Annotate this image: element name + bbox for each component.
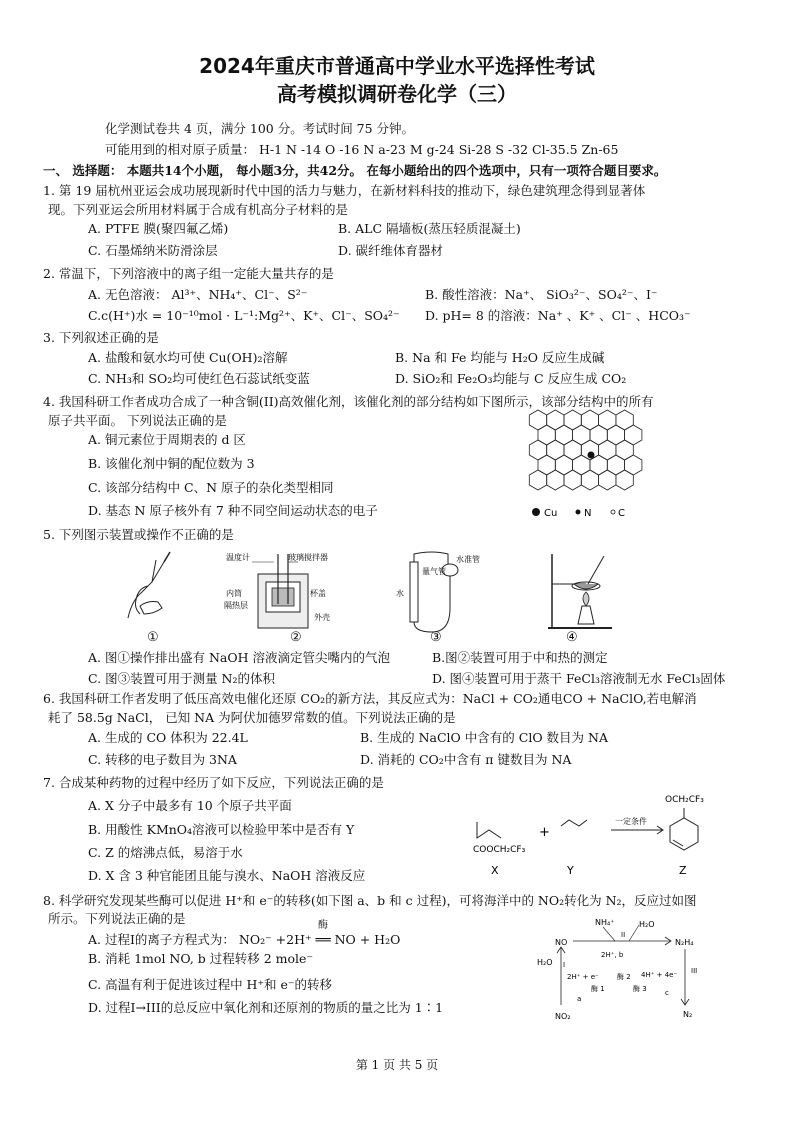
label-lid: 杯盖 [310, 589, 326, 598]
q3-option-a: A. 盐酸和氨水均可使 Cu(OH)₂溶解 [88, 350, 288, 365]
q5-option-a: A. 图①操作排出盛有 NaOH 溶液滴定管尖嘴内的气泡 [88, 650, 390, 665]
section-heading: 一、 选择题： 本题共14个小题， 每小题3分，共42分。 在每小题给出的四个选项中，只有一项符合题目要求。 [43, 163, 667, 178]
q2-stem: 2. 常温下，下列溶液中的离子组一定能大量共存的是 [43, 266, 334, 281]
q8-stem-1: 8. 科学研究发现某些酶可以促进 H⁺和 e⁻的转移(如下图 a、b 和 c 过程)，可将海洋中的 NO₂转化为 N₂，反应过如图 [43, 893, 697, 908]
label-water: 水 [396, 589, 404, 598]
exam-title: 2024年重庆市普通高中学业水平选择性考试 [199, 54, 595, 78]
q2-option-d: D. pH= 8 的溶液：Na⁺ 、K⁺ 、Cl⁻ 、HCO₃⁻ [425, 308, 691, 323]
label-thermometer: 温度计 [226, 553, 250, 562]
hex-ring [616, 410, 633, 430]
q1-option-c: C. 石墨烯纳米防滑涂层 [88, 243, 218, 258]
hex-ring [547, 410, 564, 430]
q2-option-c: C.c(H⁺)水 = 10⁻¹⁰mol · L⁻¹:Mg²⁺、K⁺、Cl⁻、SO₄²⁻ [88, 308, 400, 323]
nh4-label: NH₄⁺ [595, 918, 615, 927]
q3-stem: 3. 下列叙述正确的是 [43, 330, 159, 345]
hex-ring [547, 440, 564, 460]
legend-cu-label: Cu [544, 508, 558, 519]
enzyme-1: 酶 1 [591, 985, 605, 993]
q3-option-c: C. NH₃和 SO₂均可使红色石蕊试纸变蓝 [88, 371, 310, 386]
q7-option-a: A. X 分子中最多有 10 个原子共平面 [88, 798, 292, 813]
hex-ring [625, 425, 642, 445]
label-z: Z [679, 864, 687, 877]
fig-number-4: ④ [566, 630, 578, 645]
roman-3: III [691, 967, 698, 975]
label-stirrer: 玻璃搅拌器 [288, 553, 328, 562]
legend-c-label: C [618, 508, 625, 519]
q7-stem: 7. 合成某种药物的过程中经历了如下反应，下列说法正确的是 [43, 775, 384, 790]
q6-option-b: B. 生成的 NaClO 中含有的 ClO 数目为 NA [360, 730, 608, 745]
hex-ring [599, 440, 616, 460]
legend-n-dot [576, 510, 581, 515]
q6-stem-2: 耗了 58.5g NaCl， 已知 NA 为阿伏加德罗常数的值。下列说法正确的是 [48, 710, 456, 725]
hex-ring [555, 455, 572, 475]
hex-ring [616, 470, 633, 490]
n2h4-label: N₂H₄ [675, 938, 694, 947]
q6-stem-1: 6. 我国科研工作者发明了低压高效电催化还原 CO₂的新方法，其反应式为：NaCl + CO₂通电CO + NaClO,若电解消 [43, 691, 697, 706]
fig-number-3: ③ [430, 630, 442, 645]
catalyst-structure-figure [528, 410, 668, 520]
q3-option-b: B. Na 和 Fe 均能与 H₂O 反应生成碱 [395, 350, 605, 365]
plus-sign: + [539, 825, 550, 840]
label-inner-tube: 内筒 [226, 589, 242, 598]
a-term: 2H⁺ + e⁻ [567, 973, 599, 981]
q6-option-d: D. 消耗的 CO₂中含有 π 键数目为 NA [360, 752, 572, 767]
hex-ring [581, 410, 598, 430]
b-term: 2H⁺, b [601, 951, 624, 959]
q8-option-a: A. 过程I的离子方程式为： NO₂⁻ +2H⁺ ══ NO + H₂O [88, 932, 401, 947]
q5-stem: 5. 下列图示装置或操作不正确的是 [43, 527, 234, 542]
q5-option-b: B.图②装置可用于中和热的测定 [432, 650, 608, 665]
fig-number-1: ① [147, 630, 159, 645]
hex-ring [529, 470, 546, 490]
hex-ring [625, 455, 642, 475]
a-label: a [577, 995, 582, 1003]
q7-option-c: C. Z 的熔沸点低，易溶于水 [88, 845, 243, 860]
q1-option-b: B. ALC 隔墙板(蒸压轻质混凝土) [338, 221, 521, 236]
figure-4-evaporation [546, 548, 616, 634]
hex-ring [573, 455, 590, 475]
c-label: c [665, 989, 669, 997]
q5-option-c: C. 图③装置可用于测量 N₂的体积 [88, 671, 275, 686]
q1-stem-1: 1. 第 19 届杭州亚运会成功展现新时代中国的活力与魅力，在新材料科技的推动下，绿色建筑理念得到显著体 [43, 183, 646, 198]
q7-option-b: B. 用酸性 KMnO₄溶液可以检验甲苯中是否有 Y [88, 822, 355, 837]
q8-stem-2: 所示。下列说法正确的是 [48, 911, 186, 926]
intro-line-1: 化学测试卷共 4 页，满分 100 分。考试时间 75 分钟。 [105, 121, 415, 136]
hex-ring [607, 455, 624, 475]
q4-option-d: D. 基态 N 原子核外有 7 种不同空间运动状态的电子 [88, 503, 378, 518]
q1-option-d: D. 碳纤维体育器材 [338, 243, 444, 258]
label-y: Y [567, 864, 574, 877]
label-level-tube: 水准管 [456, 555, 480, 564]
q4-stem-2: 原子共平面。 下列说法正确的是 [48, 413, 227, 428]
hex-ring [538, 425, 555, 445]
page-footer: 第 1 页 共 5 页 [355, 1058, 439, 1072]
intro-line-2: 可能用到的相对原子质量： H-1 N -14 O -16 N a-23 M g-24 Si-28 S -32 Cl-35.5 Zn-65 [105, 142, 619, 157]
label-insulation: 隔热层 [224, 601, 248, 610]
figure-2-calorimeter [222, 548, 342, 636]
c-term: 4H⁺ + 4e⁻ [641, 971, 678, 979]
label-outer-shell: 外壳 [314, 613, 330, 622]
enzyme-label: 酶 [318, 920, 328, 931]
cu-atom [588, 452, 595, 459]
q8-option-b: B. 消耗 1mol NO, b 过程转移 2 mole⁻ [88, 951, 314, 966]
hex-ring [529, 410, 546, 430]
legend-cu-dot [532, 508, 540, 516]
hex-ring [529, 440, 546, 460]
fig-number-2: ② [290, 630, 302, 645]
roman-1: I [563, 961, 566, 969]
q5-option-d: D. 图④装置可用于蒸干 FeCl₃溶液制无水 FeCl₃固体 [432, 671, 726, 686]
hex-ring [564, 440, 581, 460]
roman-2: II [621, 931, 626, 939]
q1-option-a: A. PTFE 膜(聚四氟乙烯) [88, 221, 229, 236]
q4-option-b: B. 该催化剂中铜的配位数为 3 [88, 456, 255, 471]
hex-ring [581, 470, 598, 490]
legend-c-dot [611, 510, 615, 514]
hex-ring [607, 425, 624, 445]
hex-ring [599, 410, 616, 430]
q2-option-a: A. 无色溶液： Al³⁺、NH₄⁺、Cl⁻、S²⁻ [88, 287, 308, 302]
q4-option-c: C. 该部分结构中 C、N 原子的杂化类型相同 [88, 480, 334, 495]
q4-option-a: A. 铜元素位于周期表的 d 区 [88, 432, 246, 447]
figure-1-burette-bubble [118, 548, 178, 628]
hex-lattice [529, 410, 642, 490]
q6-option-c: C. 转移的电子数目为 3NA [88, 752, 237, 767]
hex-ring [547, 470, 564, 490]
h2o-top-label: H₂O [639, 920, 655, 929]
hex-ring [616, 440, 633, 460]
hex-ring [564, 410, 581, 430]
q3-option-d: D. SiO₂和 Fe₂O₃均能与 C 反应生成 CO₂ [395, 371, 627, 386]
hex-ring [573, 425, 590, 445]
no-label: NO [555, 938, 568, 947]
hex-ring [599, 470, 616, 490]
q4-stem-1: 4. 我国科研工作者成功合成了一种含铜(II)高效催化剂，该催化剂的部分结构如下图所示，该部分结构中的所有 [43, 394, 654, 409]
legend-n-label: N [584, 508, 592, 519]
hex-ring [555, 425, 572, 445]
n2-label: N₂ [683, 1010, 693, 1019]
label-x: X [491, 864, 499, 877]
q6-option-a: A. 生成的 CO 体积为 22.4L [88, 730, 248, 745]
q8-option-d: D. 过程I→III的总反应中氧化剂和还原剂的物质的量之比为 1∶1 [88, 1000, 444, 1015]
figure-3-gas-burette [392, 548, 480, 636]
no2-label: NO₂ [555, 1012, 571, 1021]
condition-label: 一定条件 [615, 817, 647, 826]
q1-stem-2: 现。下列亚运会所用材料属于合成有机高分子材料的是 [48, 202, 349, 217]
hex-ring [538, 455, 555, 475]
x-group-label: COOCH₂CF₃ [473, 845, 526, 855]
exam-subtitle: 高考模拟调研卷化学（三） [277, 82, 517, 106]
z-group-label: OCH₂CF₃ [665, 795, 704, 805]
label-gas-tube: 量气管 [422, 567, 446, 576]
enzyme-2: 酶 2 [617, 973, 631, 981]
hex-ring [590, 425, 607, 445]
q7-option-d: D. X 含 3 种官能团且能与溴水、NaOH 溶液反应 [88, 868, 366, 883]
q8-option-c: C. 高温有利于促进该过程中 H⁺和 e⁻的转移 [88, 977, 333, 992]
hex-ring [564, 470, 581, 490]
q2-option-b: B. 酸性溶液：Na⁺、 SiO₃²⁻、SO₄²⁻、I⁻ [425, 287, 658, 302]
reaction-scheme [465, 790, 735, 880]
h2o-left-label: H₂O [537, 958, 553, 967]
enzyme-3: 酶 3 [633, 985, 647, 993]
enzyme-cycle-diagram [535, 915, 715, 1030]
